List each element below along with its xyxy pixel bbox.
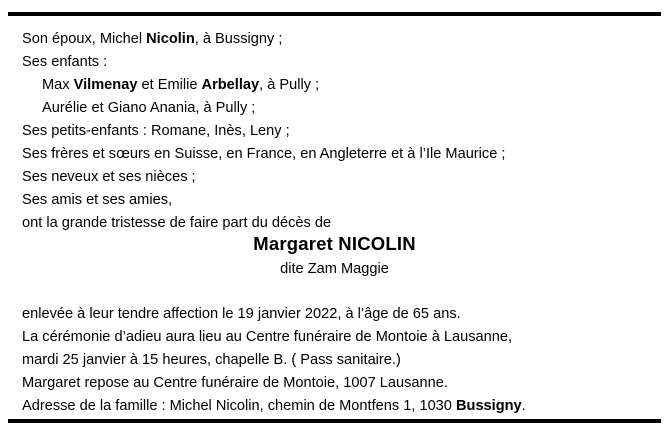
deceased-name: Margaret NICOLIN [253, 233, 416, 254]
top-divider-rule [8, 12, 661, 16]
plain-text: Ses neveux et ses nièces ; [22, 169, 196, 185]
plain-text: Adresse de la famille : Michel Nicolin, chemin de Montfens 1, 1030 [22, 398, 456, 414]
service-details-block [22, 303, 653, 418]
plain-text: , à Pully ; [259, 77, 320, 93]
emphasized-text: Vilmenay [73, 77, 138, 93]
plain-text: mardi 25 janvier à 15 heures, chapelle B. ( Pass sanitaire.) [22, 352, 401, 368]
notice-line [22, 143, 647, 166]
notice-line [22, 395, 653, 418]
family-lines-container [22, 28, 647, 235]
plain-text: Ses enfants : [22, 54, 108, 70]
plain-text: Margaret repose au Centre funéraire de Montoie, 1007 Lausanne. [22, 375, 448, 391]
notice-line [22, 51, 647, 74]
emphasized-text: Nicolin [146, 31, 195, 47]
plain-text: Aurélie et Giano Anania, à Pully ; [42, 100, 256, 116]
plain-text: , à Bussigny ; [194, 31, 283, 47]
emphasized-text: Bussigny [455, 398, 522, 414]
plain-text: La cérémonie d’adieu aura lieu au Centre funéraire de Montoie à Lausanne, [22, 329, 513, 345]
plain-text: Ses petits-enfants : Romane, Inès, Leny ; [22, 123, 290, 139]
notice-line [22, 74, 647, 97]
bottom-divider-rule [8, 419, 661, 423]
notice-line [22, 303, 653, 326]
notice-line [22, 97, 647, 120]
notice-line [22, 372, 653, 395]
deceased-block [0, 232, 669, 281]
plain-text: . [521, 398, 526, 414]
notice-line [22, 28, 647, 51]
closing-lines-container [22, 303, 653, 418]
notice-line [22, 326, 653, 349]
notice-line [22, 189, 647, 212]
plain-text: ont la grande tristesse de faire part du décès de [22, 215, 332, 231]
plain-text: Ses amis et ses amies, [22, 192, 173, 208]
family-announcement-block [22, 28, 647, 235]
plain-text: Ses frères et sœurs en Suisse, en France, en Angleterre et à l’Ile Maurice ; [22, 146, 506, 162]
plain-text: Max [42, 77, 74, 93]
plain-text: et Emilie [137, 77, 202, 93]
notice-line [22, 120, 647, 143]
plain-text: Son époux, Michel [22, 31, 147, 47]
notice-line [22, 166, 647, 189]
emphasized-text: Arbellay [201, 77, 260, 93]
notice-line [22, 349, 653, 372]
plain-text: enlevée à leur tendre affection le 19 janvier 2022, à l’âge de 65 ans. [22, 306, 461, 322]
deceased-alias: dite Zam Maggie [280, 261, 389, 277]
